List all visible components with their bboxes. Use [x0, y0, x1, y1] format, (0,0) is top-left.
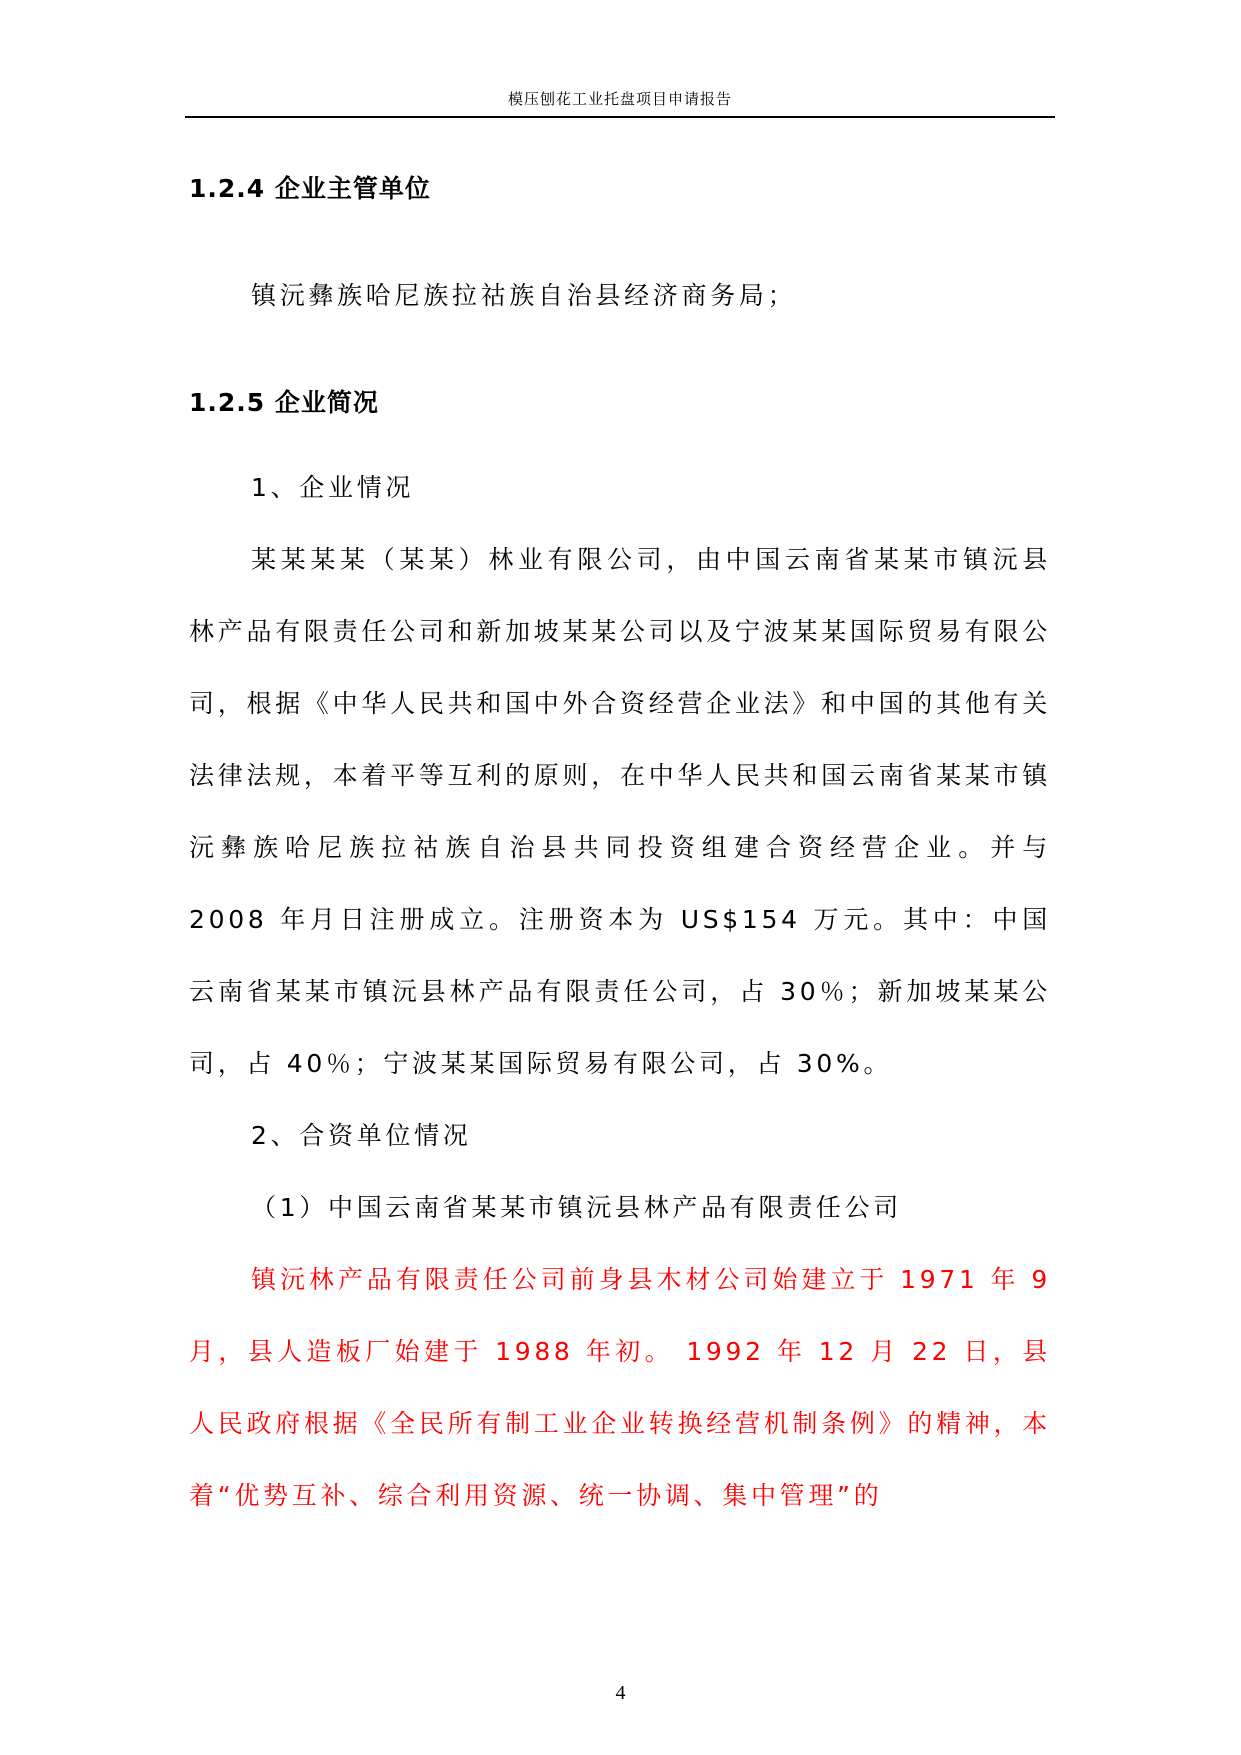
enterprise-status-paragraph: 某某某某（某某）林业有限公司，由中国云南省某某市镇沅县林产品有限责任公司和新加坡某某公司以及宁波某某国际贸易有限公司，根据《中华人民共和国中外合资经营企业法》和中国的其他有关法律法规，本着平等互利的原则，在中华人民共和国云南省某某市镇沅彝族哈尼族拉祜族自治县共同投资组建合资经营企业。并与 2008 年月日注册成立。注册资本为 US$154 万元。其中：中国云南省某某市镇沅县林产品有限责任公司，占 30％；新加坡某某公司，占 40％；宁波某某国际贸易有限公司，占 30%。 — [189, 545, 1051, 1078]
item-label-jv-partners: 2、合资单位情况 — [251, 1121, 472, 1150]
section-heading-1-2-4: 1.2.4 企业主管单位 — [189, 174, 431, 203]
page-body — [189, 160, 1051, 1532]
header-rule — [185, 116, 1055, 118]
running-header: 模压刨花工业托盘项目申请报告 — [507, 90, 732, 108]
item-label-enterprise-status: 1、企业情况 — [251, 473, 415, 502]
sub-item-label-forest-products: （1）中国云南省某某市镇沅县林产品有限责任公司 — [251, 1193, 903, 1222]
section-heading-1-2-5: 1.2.5 企业简况 — [189, 388, 379, 417]
forest-products-history-paragraph: 镇沅林产品有限责任公司前身县木材公司始建立于 1971 年 9 月，县人造板厂始建于 1988 年初。 1992 年 12 月 22 日，县人民政府根据《全民所有制工业企业转换经营机制条例》的精神，本着“优势互补、综合利用资源、统一协调、集中管理”的 — [189, 1265, 1051, 1510]
page-number: 4 — [615, 1682, 626, 1704]
supervising-unit-text: 镇沅彝族哈尼族拉祜族自治县经济商务局； — [251, 281, 797, 310]
